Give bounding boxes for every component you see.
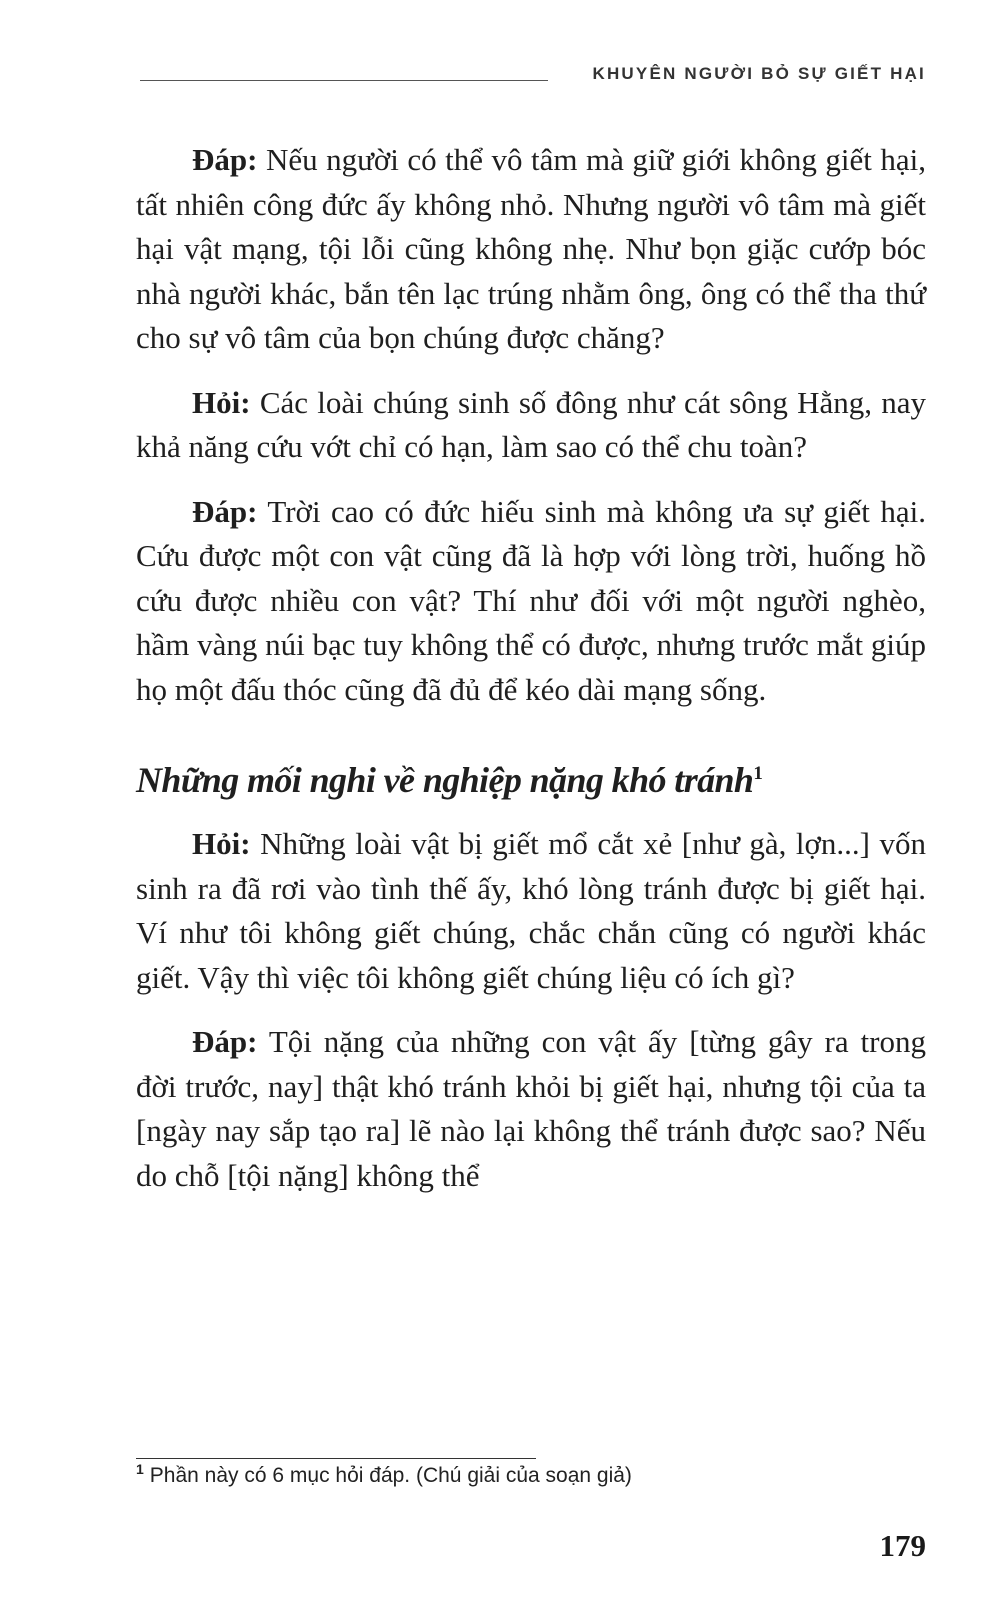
- paragraph-text: Những loài vật bị giết mổ cắt xẻ [như gà, lợn...] vốn sinh ra đã rơi vào tình thế ấy, khó lòng tránh được bị giết hại. Ví như tôi không giết chúng, chắc chắn cũng có người khác giết. Vậy thì việc tôi không giết chúng liệu có ích gì?: [136, 826, 926, 995]
- footnote-text: Phần này có 6 mục hỏi đáp. (Chú giải của soạn giả): [149, 1464, 632, 1487]
- page-number: 179: [879, 1528, 926, 1563]
- question-label: Hỏi:: [192, 826, 251, 861]
- paragraph-text: Nếu người có thể vô tâm mà giữ giới không giết hại, tất nhiên công đức ấy không nhỏ. Nhưng người vô tâm mà giết hại vật mạng, tội lỗi cũng không nhẹ. Như bọn giặc cướp bóc nhà người khác, bắn tên lạc trúng nhằm ông, ông có thể tha thứ cho sự vô tâm của bọn chúng được chăng?: [136, 142, 926, 355]
- paragraph-text: Tội nặng của những con vật ấy [từng gây ra trong đời trước, nay] thật khó tránh khỏi bị giết hại, nhưng tội của ta [ngày nay sắp tạo ra] lẽ nào lại không thể tránh được sao? Nếu do chỗ [tội nặng] không thể: [136, 1024, 926, 1193]
- answer-label: Đáp:: [192, 1024, 258, 1059]
- body-text: [136, 138, 926, 1218]
- question-label: Hỏi:: [192, 384, 251, 420]
- header-rule: [140, 80, 548, 81]
- paragraph-text: Trời cao có đức hiếu sinh mà không ưa sự giết hại. Cứu được một con vật cũng đã là hợp với lòng trời, huống hồ cứu được nhiều con vật? Thí như đối với một người nghèo, hầm vàng núi bạc tuy không thể có được, nhưng trước mắt giúp họ một đấu thóc cũng đã đủ để kéo dài mạng sống.: [136, 493, 927, 707]
- paragraph-answer-1: [136, 138, 926, 361]
- running-head-title: KHUYÊN NGƯỜI BỎ SỰ GIẾT HẠI: [592, 64, 926, 83]
- footnote: [136, 1461, 632, 1488]
- paragraph-question-1: [136, 381, 926, 470]
- footnote-reference[interactable]: 1: [753, 763, 763, 784]
- answer-label: Đáp:: [192, 142, 258, 177]
- footnote-marker: 1: [136, 1461, 144, 1477]
- paragraph-question-2: [136, 822, 926, 1000]
- answer-label: Đáp:: [192, 493, 258, 529]
- footnote-rule: [136, 1458, 536, 1459]
- running-header: [0, 62, 1000, 92]
- paragraph-answer-3: [136, 1020, 926, 1198]
- section-heading-text: Những mối nghi về nghiệp nặng khó tránh: [136, 760, 754, 800]
- paragraph-text: Các loài chúng sinh số đông như cát sông Hằng, nay khả năng cứu vớt chỉ có hạn, làm sao có thể chu toàn?: [136, 384, 927, 464]
- paragraph-answer-2: [136, 490, 926, 713]
- section-heading: [136, 758, 926, 802]
